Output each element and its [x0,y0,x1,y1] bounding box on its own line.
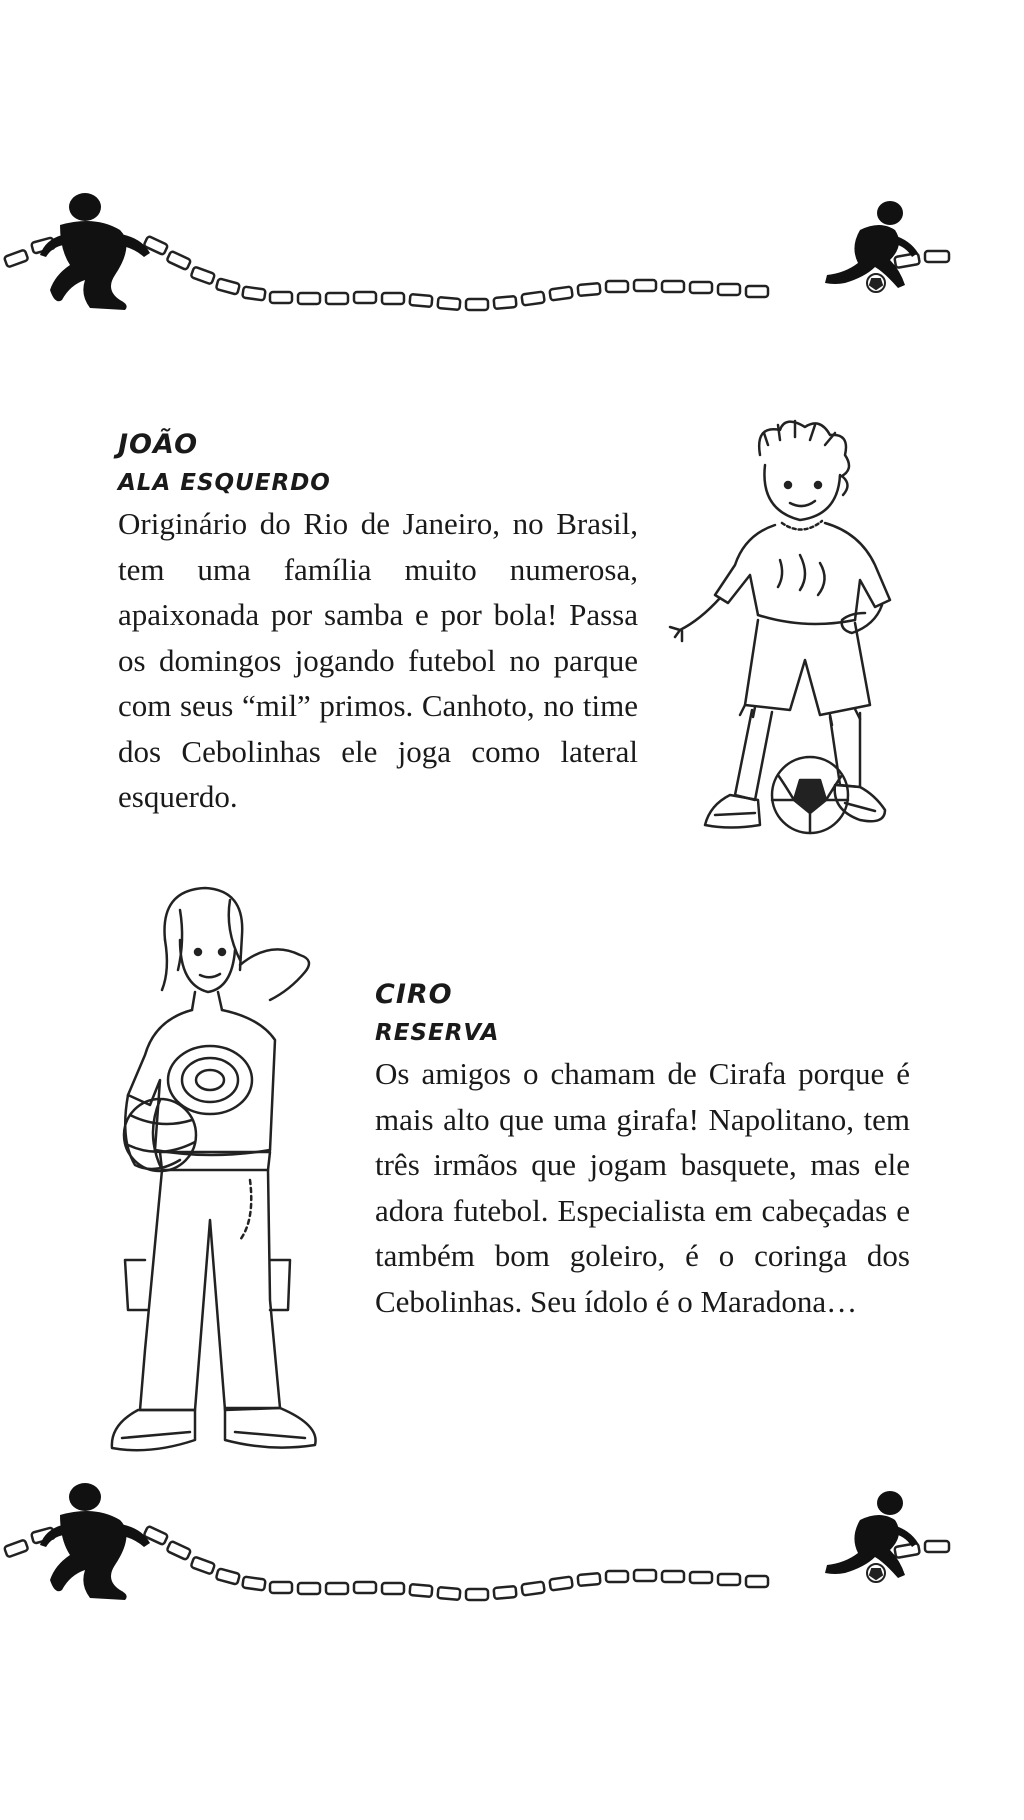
running-player-silhouette-left-icon [40,193,150,310]
running-player-silhouette-left-icon [40,1483,150,1600]
footprint-divider-bottom [0,1475,1024,1655]
player-role: RESERVA [375,1020,500,1046]
boy-dribbling-ball-illustration-icon [660,415,930,885]
soccer-ball-icon [867,1564,885,1582]
player-card-ciro [375,975,910,1324]
player-bio: Originário do Rio de Janeiro, no Brasil, tem uma família muito numerosa, apaixonada por samba e por bola! Passa os domingos jogando futebol no parque com seus “mil” primos. Canhoto, no time dos Cebolinhas ele joga como lateral esquerdo. [118,506,638,814]
tall-boy-holding-ball-illustration-icon [100,880,350,1475]
player-bio: Os amigos o chamam de Cirafa porque é mais alto que uma girafa! Napolitano, tem três irmãos que jogam basquete, mas ele adora futebol. Especialista em cabeçadas e também bom goleiro, é o coringa dos Cebolinhas. Seu ídolo é o Maradona… [375,1056,910,1319]
footprint-divider-top [0,185,1024,365]
player-role: ALA ESQUERDO [118,470,331,496]
soccer-ball-icon [867,274,885,292]
player-name: CIRO [375,979,453,1010]
player-card-joao [118,425,638,820]
player-name: JOÃO [118,429,199,460]
